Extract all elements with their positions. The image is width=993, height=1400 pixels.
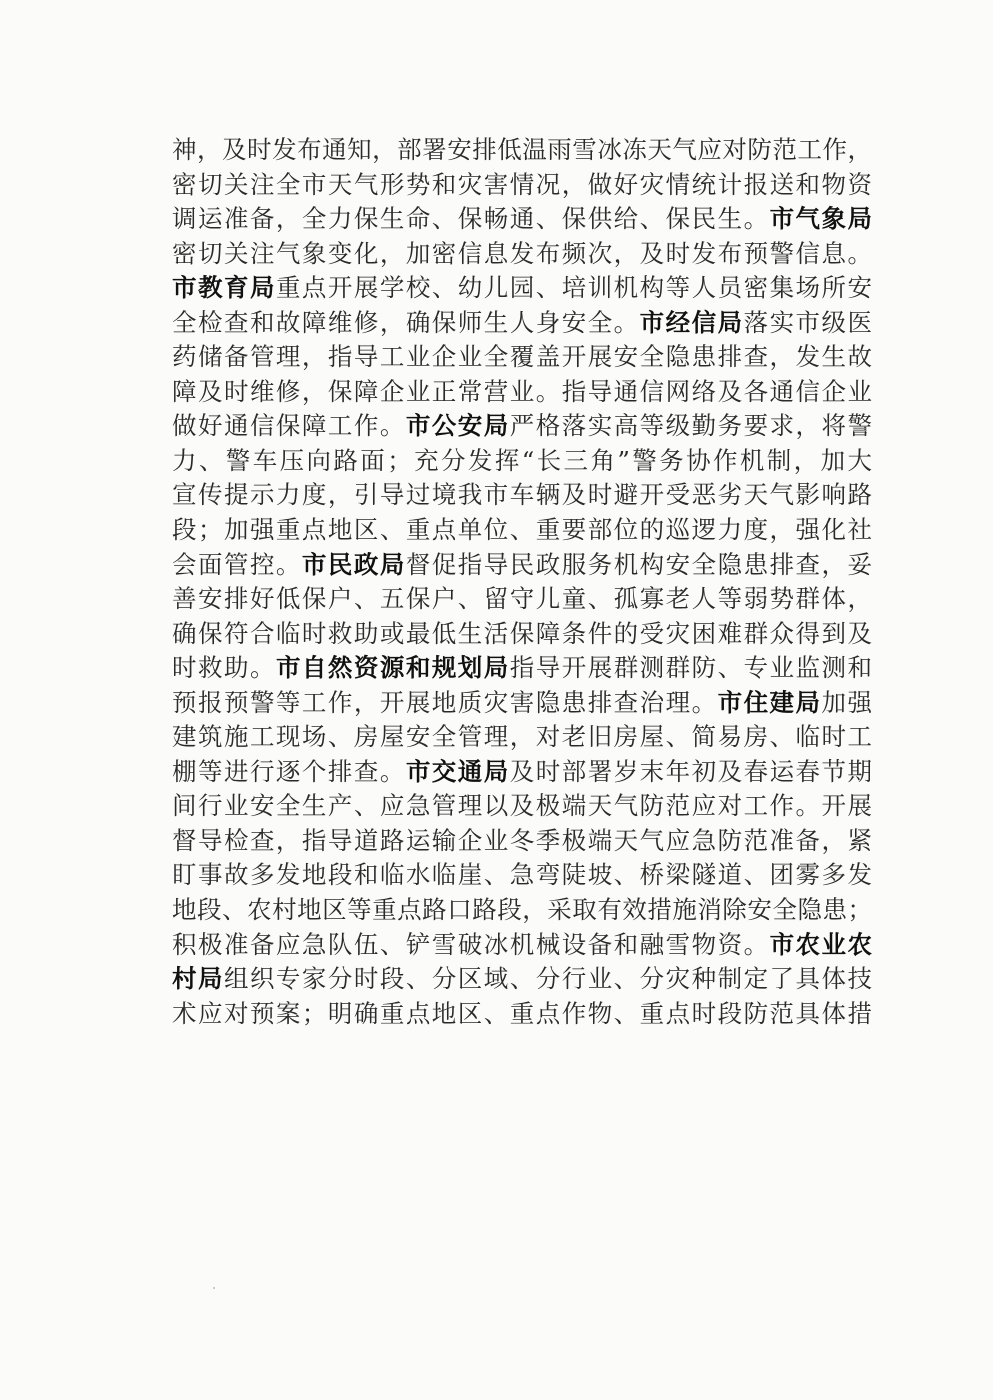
body-text-run: 盯事故多发地段和临水临崖、急弯陡坡、桥梁隧道、团雾多发 (172, 860, 872, 890)
department-name: 市自然资源和规划局 (275, 653, 510, 683)
body-text-run: 建筑施工现场、房屋安全管理，对老旧房屋、简易房、临时工 (172, 722, 872, 752)
text-line (172, 893, 872, 928)
text-line (172, 755, 872, 790)
body-text-run: 指导开展群测群防、专业监测和 (509, 653, 873, 683)
text-line (172, 237, 872, 272)
text-line (172, 375, 872, 410)
body-text-run: 密切关注气象变化，加密信息发布频次，及时发布预警信息。 (172, 238, 872, 268)
text-line (172, 478, 872, 513)
text-line (172, 444, 872, 479)
body-text-run: 地段、农村地区等重点路口路段，采取有效措施消除安全隐患； (172, 895, 872, 925)
body-text-run: 落实市级医 (743, 307, 873, 337)
body-text-run: 密切关注全市天气形势和灾害情况，做好灾情统计报送和物资 (172, 169, 872, 199)
body-text-run: 预报预警等工作，开展地质灾害隐患排查治理。 (172, 687, 718, 717)
text-line (172, 686, 872, 721)
body-text-run: 棚等进行逐个排查。 (172, 756, 406, 786)
body-text-run: 会面管控。 (172, 549, 302, 579)
body-text-run: 做好通信保障工作。 (172, 411, 406, 441)
department-name: 市住建局 (717, 687, 822, 717)
text-line (172, 789, 872, 824)
department-name: 村局 (172, 964, 224, 994)
text-line (172, 651, 872, 686)
body-text-run: 段；加强重点地区、重点单位、重要部位的巡逻力度，强化社 (172, 515, 872, 545)
body-text-run: 全检查和故障维修，确保师生人身安全。 (172, 307, 640, 337)
body-text-run: 药储备管理，指导工业企业全覆盖开展安全隐患排查，发生故 (172, 342, 872, 372)
body-text-run: 加强 (821, 687, 873, 717)
body-text-run: 时救助。 (172, 653, 276, 683)
body-text-run: 及时部署岁末年初及春运春节期 (509, 756, 873, 786)
document-body (172, 133, 872, 1031)
text-line (172, 858, 872, 893)
body-text-run: 调运准备，全力保生命、保畅通、保供给、保民生。 (172, 204, 770, 234)
department-name: 市交通局 (405, 756, 510, 786)
text-line (172, 928, 872, 963)
text-line (172, 962, 872, 997)
department-name: 市气象局 (769, 204, 873, 234)
body-text-run: 督导检查，指导道路运输企业冬季极端天气应急防范准备，紧 (172, 825, 872, 855)
text-line (172, 720, 872, 755)
body-text-run: 重点开展学校、幼儿园、培训机构等人员密集场所安 (275, 273, 873, 303)
body-text-run: 督促指导民政服务机构安全隐患排查，妥 (405, 549, 873, 579)
text-line (172, 548, 872, 583)
body-text-run: 善安排好低保户、五保户、留守儿童、孤寡老人等弱势群体， (172, 584, 872, 614)
text-line (172, 582, 872, 617)
department-name: 市教育局 (172, 273, 276, 303)
body-text-run: 力、警车压向路面；充分发挥“长三角”警务协作机制，加大 (172, 445, 872, 475)
text-line (172, 824, 872, 859)
body-text-run: 积极准备应急队伍、铲雪破冰机械设备和融雪物资。 (172, 929, 770, 959)
body-text-run: 组织专家分时段、分区域、分行业、分灾种制定了具体技 (223, 964, 873, 994)
text-line (172, 617, 872, 652)
body-text-run: 宣传提示力度，引导过境我市车辆及时避开受恶劣天气影响路 (172, 480, 872, 510)
text-line (172, 133, 872, 168)
body-text-run: 间行业安全生产、应急管理以及极端天气防范应对工作。开展 (172, 791, 872, 821)
text-line (172, 513, 872, 548)
text-line (172, 271, 872, 306)
text-line (172, 168, 872, 203)
department-name: 市经信局 (639, 307, 744, 337)
text-line (172, 409, 872, 444)
department-name: 市民政局 (301, 549, 406, 579)
body-text-run: 术应对预案；明确重点地区、重点作物、重点时段防范具体措 (172, 998, 872, 1028)
body-text-run: 障及时维修，保障企业正常营业。指导通信网络及各通信企业 (172, 376, 872, 406)
body-text-run: 神，及时发布通知，部署安排低温雨雪冰冻天气应对防范工作， (172, 135, 872, 164)
text-line (172, 997, 872, 1032)
department-name: 市农业农 (769, 929, 873, 959)
body-text-run: 严格落实高等级勤务要求，将警 (509, 411, 873, 441)
text-line (172, 202, 872, 237)
text-line (172, 340, 872, 375)
scan-speck (213, 1287, 215, 1289)
body-text-run: 确保符合临时救助或最低生活保障条件的受灾困难群众得到及 (172, 618, 872, 648)
text-line (172, 306, 872, 341)
department-name: 市公安局 (405, 411, 510, 441)
